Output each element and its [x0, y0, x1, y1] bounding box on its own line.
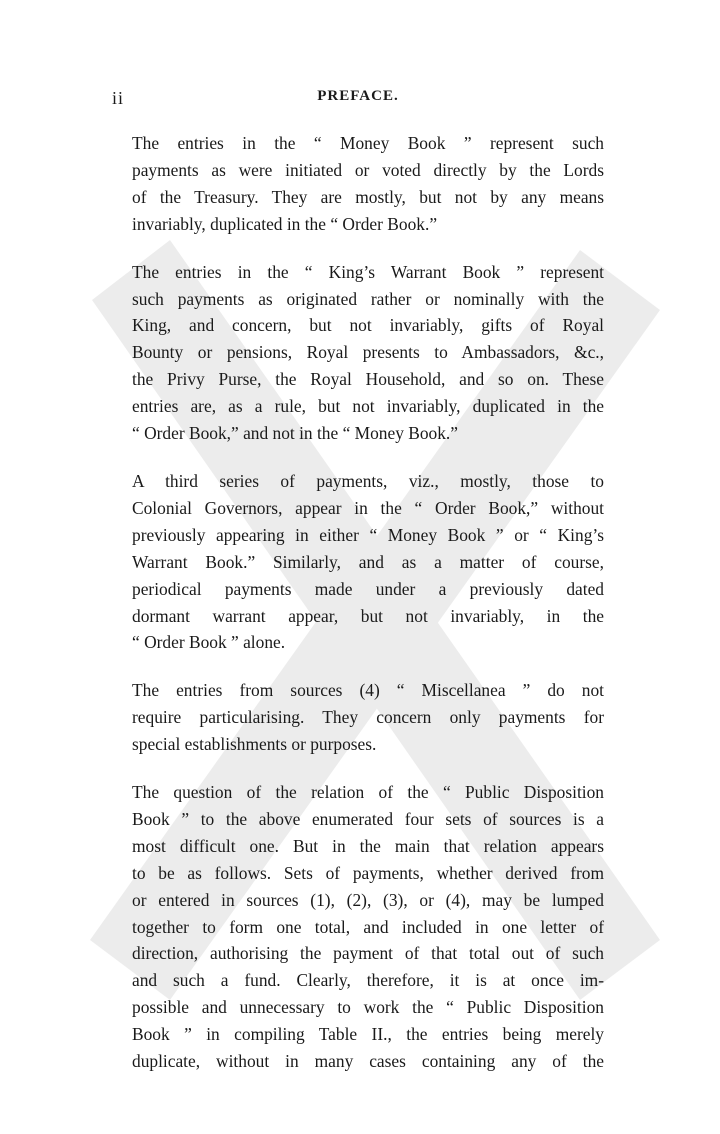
body-text	[112, 130, 604, 1096]
text-line: and such a fund. Clearly, therefore, it is at once im-	[132, 970, 604, 991]
text-line: direction, authorising the payment of that total out of such	[132, 943, 604, 964]
text-line: the Privy Purse, the Royal Household, and so on. These	[132, 369, 604, 390]
text-line: most difficult one. But in the main that relation appears	[132, 835, 604, 856]
text-line: dormant warrant appear, but not invariably, in the	[132, 605, 604, 626]
paragraph-third-series	[112, 468, 604, 656]
paragraph-miscellanea	[112, 677, 604, 758]
text-line: A third series of payments, viz., mostly, those to	[132, 470, 604, 491]
running-head: PREFACE.	[317, 88, 399, 104]
text-line: The entries from sources (4) “ Miscellanea ” do not	[132, 680, 604, 701]
text-line: The question of the relation of the “ Public Disposition	[132, 782, 604, 803]
text-line: such payments as originated rather or nominally with the	[132, 288, 604, 309]
text-line: of the Treasury. They are mostly, but not by any means	[132, 186, 604, 207]
text-line: possible and unnecessary to work the “ Public Disposition	[132, 997, 604, 1018]
text-line: require particularising. They concern only payments for	[132, 707, 604, 728]
page-header	[112, 88, 604, 112]
paragraph-money-book	[112, 130, 604, 238]
text-line: The entries in the “ King’s Warrant Book ” represent	[132, 261, 604, 282]
text-line: Warrant Book.” Similarly, and as a matter of course,	[132, 551, 604, 572]
text-line: Bounty or pensions, Royal presents to Ambassadors, &c.,	[132, 342, 604, 363]
text-line: invariably, duplicated in the “ Order Book.”	[132, 213, 438, 234]
paragraph-public-disposition-book	[112, 779, 604, 1075]
text-line: together to form one total, and included in one letter of	[132, 916, 604, 937]
page-number: ii	[112, 88, 125, 108]
paragraph-kings-warrant-book	[112, 259, 604, 447]
text-line: King, and concern, but not invariably, gifts of Royal	[132, 315, 604, 336]
text-line: “ Order Book ” alone.	[132, 632, 286, 653]
text-line: entries are, as a rule, but not invariably, duplicated in the	[132, 396, 604, 417]
text-line: “ Order Book,” and not in the “ Money Book.”	[132, 423, 458, 444]
text-line: duplicate, without in many cases containing any of the	[132, 1051, 604, 1072]
text-line: or entered in sources (1), (2), (3), or (4), may be lumped	[132, 889, 604, 910]
text-line: Book ” to the above enumerated four sets of sources is a	[132, 808, 604, 829]
text-line: periodical payments made under a previously dated	[132, 578, 604, 599]
text-line: previously appearing in either “ Money Book ” or “ King’s	[132, 524, 604, 545]
text-line: The entries in the “ Money Book ” represent such	[132, 133, 604, 153]
text-line: special establishments or purposes.	[132, 734, 377, 755]
text-line: payments as were initiated or voted directly by the Lords	[132, 159, 604, 180]
text-line: to be as follows. Sets of payments, whether derived from	[132, 862, 604, 883]
text-line: Book ” in compiling Table II., the entries being merely	[132, 1024, 604, 1045]
text-line: Colonial Governors, appear in the “ Order Book,” without	[132, 497, 604, 518]
